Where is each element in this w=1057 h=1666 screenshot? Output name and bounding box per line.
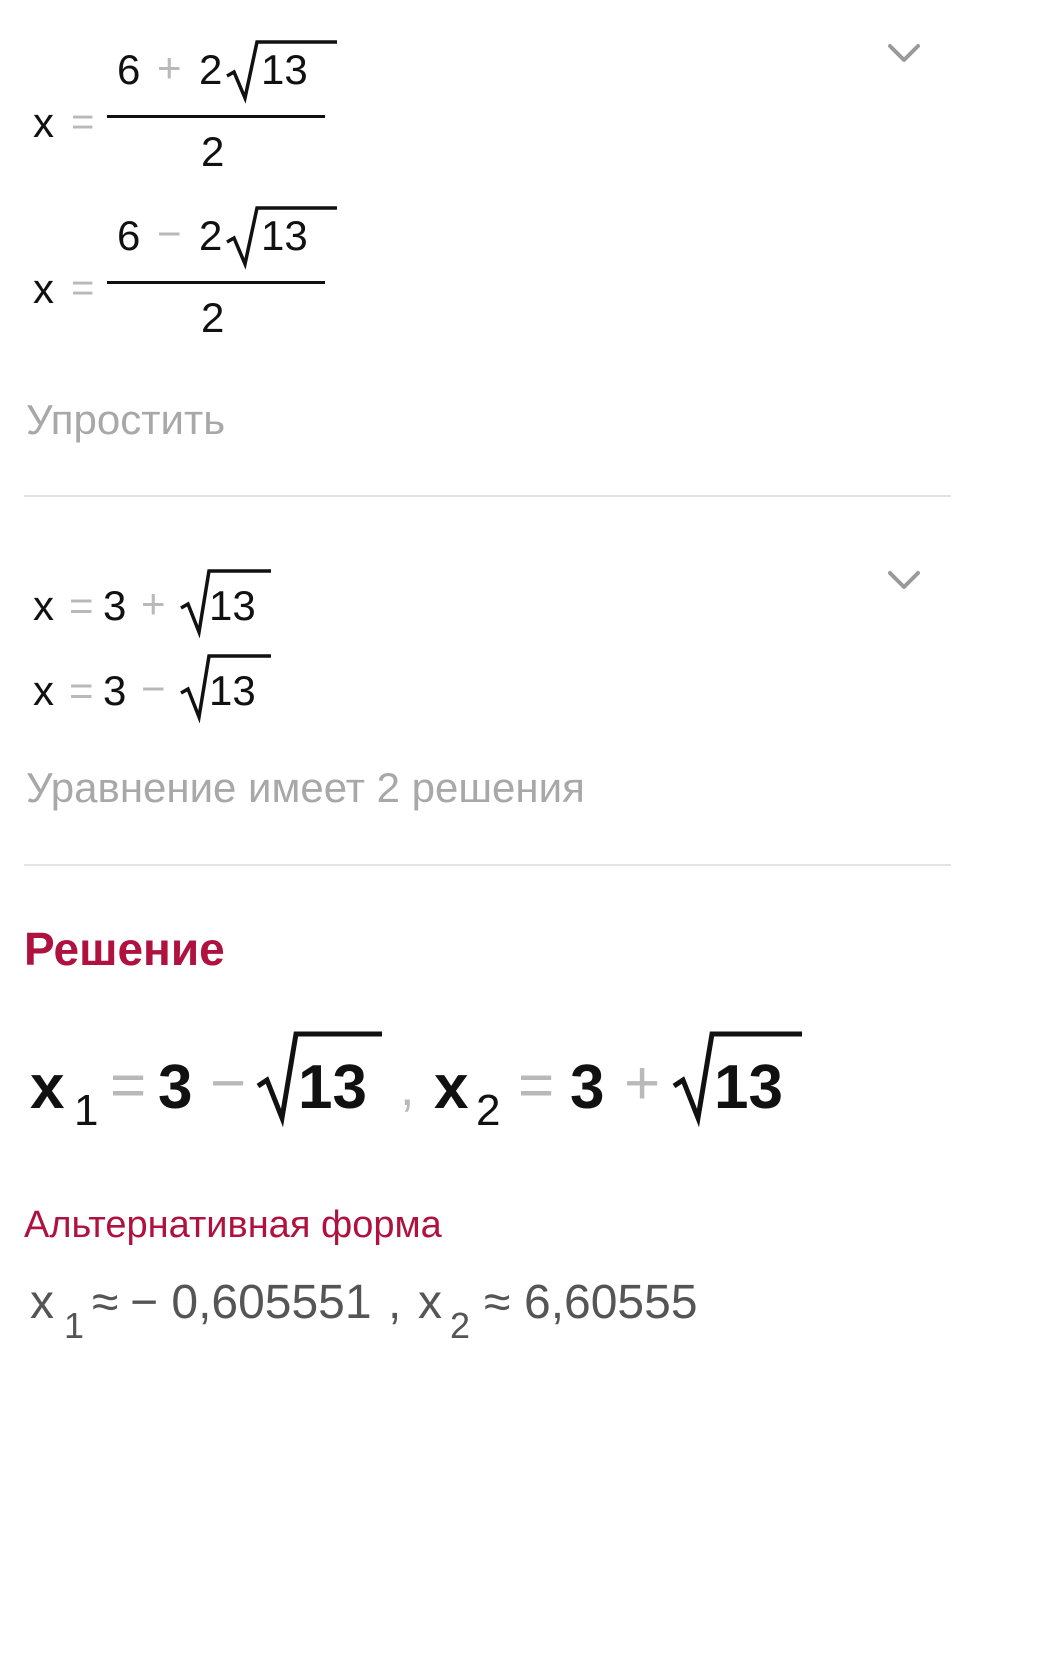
subscript: 1 [74,1086,99,1135]
approx-value: − 0,605551 [130,1276,372,1329]
approx-sign: ≈ [484,1276,511,1329]
step-caption-two-solutions[interactable]: Уравнение имеет 2 решения [26,764,585,811]
numerator-term: 6 [117,46,141,93]
equals-sign: = [518,1051,555,1120]
variable-x: x [418,1276,442,1329]
constant-term: 3 [103,582,127,629]
constant-term: 3 [158,1053,193,1122]
approx-value: 6,60555 [524,1276,698,1329]
equals-sign: = [71,266,95,310]
fraction-numerator [117,38,337,98]
variable-x: x [30,1276,54,1329]
variable-x: x [33,99,54,146]
equals-sign: = [69,667,94,714]
fraction-numerator [117,204,337,264]
plus-operator: + [157,44,182,91]
variable-x: x [33,582,54,629]
step-caption-simplify[interactable]: Упростить [26,396,226,443]
constant-term: 3 [570,1053,605,1122]
equals-sign: = [69,582,94,629]
fraction-denominator: 2 [201,294,225,341]
radicand: 13 [261,46,308,93]
chevron-down-icon[interactable] [884,38,924,68]
fraction-bar [107,281,325,284]
separator-comma: , [400,1059,415,1117]
solution-x1 [30,1030,400,1150]
radicand: 13 [209,582,256,629]
solution-heading: Решение [24,923,225,975]
subscript: 2 [476,1086,501,1135]
equation-line-2 [33,653,333,723]
equation-line-1 [33,568,333,638]
minus-operator: − [210,1049,247,1118]
equals-sign: = [110,1051,147,1120]
variable-x: x [33,265,54,312]
separator-comma: , [388,1276,402,1329]
alternative-form-heading: Альтернативная форма [24,1204,442,1246]
numerator-term: 6 [117,212,141,259]
chevron-down-icon[interactable] [884,565,924,595]
plus-operator: + [624,1049,661,1118]
minus-operator: − [157,210,182,257]
radicand: 13 [261,212,308,259]
coefficient: 2 [199,212,223,259]
subscript: 2 [450,1305,471,1346]
minus-operator: − [141,665,166,712]
solution-x2 [434,1030,814,1150]
constant-term: 3 [103,667,127,714]
divider [24,864,951,866]
variable-x: x [30,1053,65,1122]
variable-x: x [434,1053,469,1122]
variable-x: x [33,667,54,714]
divider [24,495,951,497]
radicand: 13 [714,1053,783,1122]
plus-operator: + [141,580,166,627]
fraction-bar [107,115,325,118]
radicand: 13 [298,1053,367,1122]
coefficient: 2 [199,46,223,93]
radicand: 13 [209,667,256,714]
subscript: 1 [64,1305,85,1346]
approx-sign: ≈ [92,1276,119,1329]
fraction-denominator: 2 [201,128,225,175]
equation-fraction-1 [33,40,433,190]
equation-fraction-2 [33,206,433,356]
equals-sign: = [71,100,95,144]
